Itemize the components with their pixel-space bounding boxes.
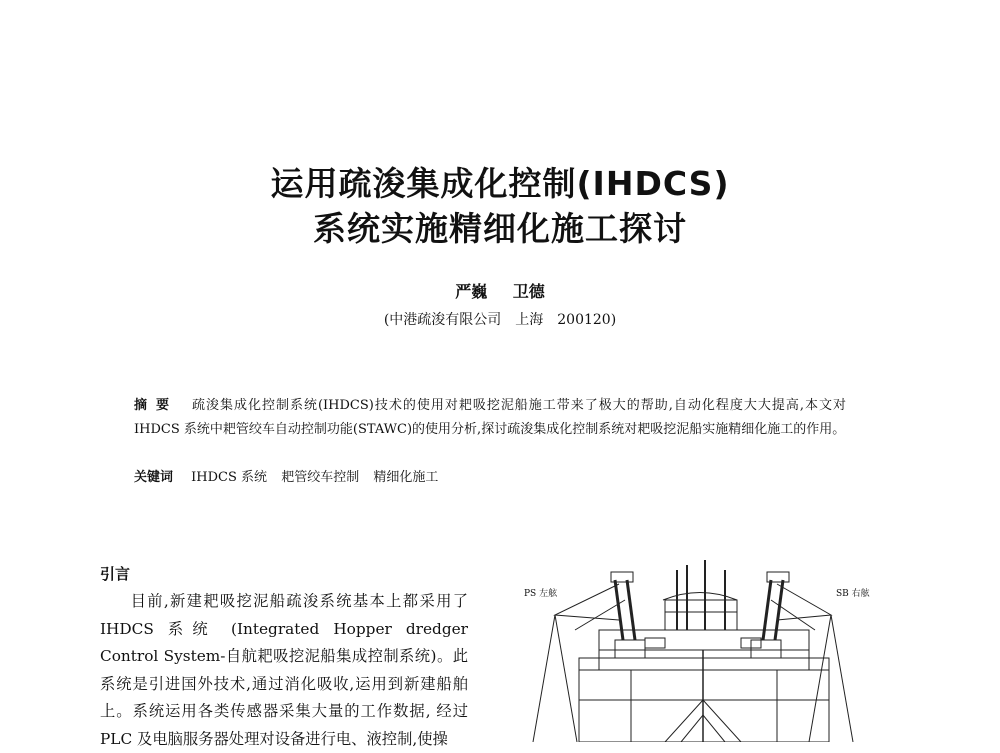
keyword: 耙管绞车控制 bbox=[281, 470, 360, 485]
affiliation: (中港疏浚有限公司 上海 200120) bbox=[383, 312, 617, 328]
port-gantry bbox=[555, 572, 645, 658]
figure-label-starboard: SB 右舷 bbox=[836, 589, 870, 599]
title-line-1: 运用疏浚集成化控制(IHDCS) bbox=[270, 164, 730, 203]
superstructure bbox=[663, 560, 737, 630]
section-heading: 引言 bbox=[100, 565, 131, 583]
guide-line bbox=[831, 615, 853, 742]
author-name: 严巍 bbox=[455, 282, 488, 301]
dredger-cross-section-figure bbox=[515, 560, 895, 742]
author-name: 卫德 bbox=[512, 282, 545, 301]
figure-label-port: PS 左舷 bbox=[524, 589, 558, 599]
guide-line bbox=[533, 615, 555, 742]
keyword: 精细化施工 bbox=[373, 470, 439, 485]
authors bbox=[0, 279, 1000, 302]
abstract bbox=[134, 394, 846, 442]
intro-paragraph: 目前,新建耙吸挖泥船疏浚系统基本上都采用了 IHDCS 系统 (Integrated Hopper dredger Control System-自航耙吸挖泥船集成控制系统)。此系统是引进国外技术,通过消化吸收,运用到新建船舶上。系统运用各类传感器采集大量的工作数据, 经过 PLC 及电脑服务器处理对设备进行电、液控制,使操 bbox=[100, 592, 468, 748]
guide-line bbox=[555, 615, 577, 742]
keywords bbox=[134, 467, 846, 489]
abstract-text: 疏浚集成化控制系统(IHDCS)技术的使用对耙吸挖泥船施工带来了极大的帮助,自动化程度大大提高,本文对 IHDCS 系统中耙管绞车自动控制功能(STAWC)的使用分析,探讨疏浚集成化控制系统对耙吸挖泥船实施精细化施工的作用。 bbox=[134, 398, 846, 437]
keyword: IHDCS 系统 bbox=[191, 470, 268, 485]
guide-line bbox=[809, 615, 831, 742]
title-line-2: 系统实施精细化施工探讨 bbox=[313, 209, 687, 248]
hull bbox=[579, 630, 829, 742]
keywords-label: 关键词 bbox=[134, 470, 174, 485]
starboard-gantry bbox=[751, 572, 831, 658]
abstract-label: 摘要 bbox=[134, 398, 178, 413]
